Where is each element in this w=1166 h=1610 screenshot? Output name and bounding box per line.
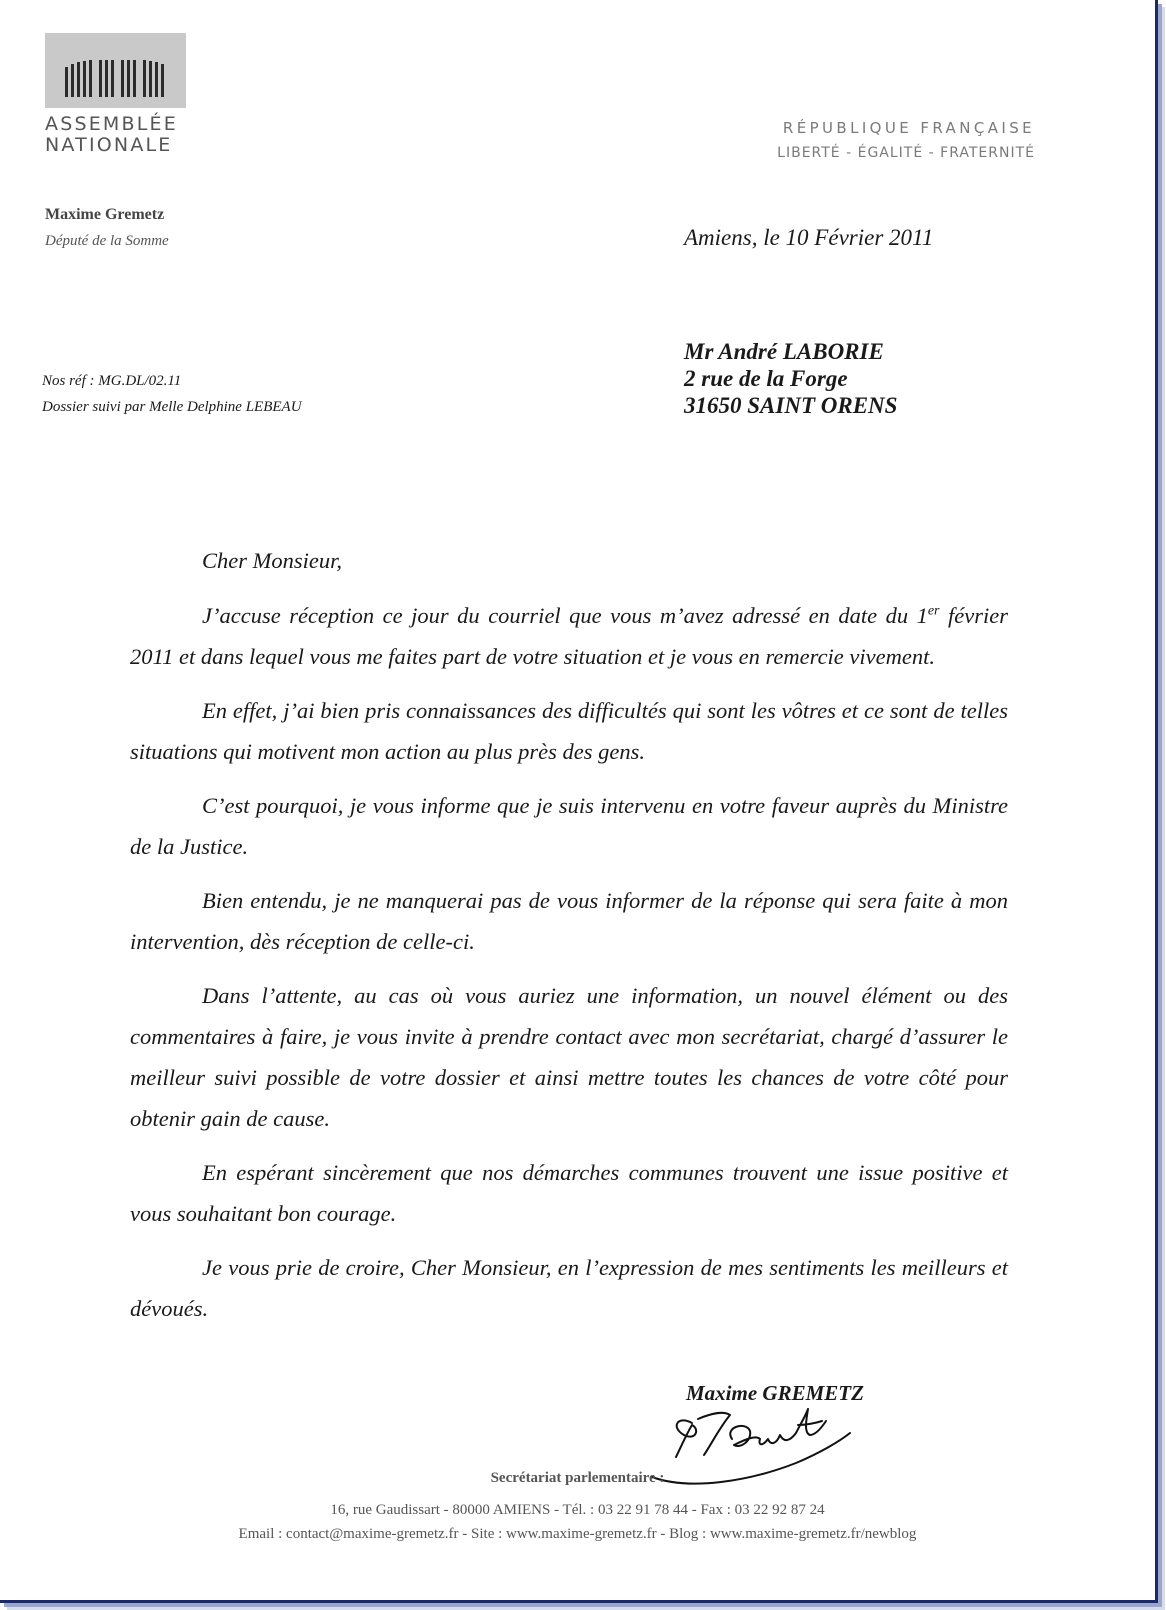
letter-body <box>130 540 1008 1342</box>
paragraph-2: En effet, j’ai bien pris connaissances des difficultés qui sont les vôtres et ce sont de telles situations qui motivent mon action au plus près des gens. <box>130 698 1008 764</box>
sender-title: Député de la Somme <box>45 233 169 249</box>
logo-text-assemblee: ASSEMBLÉE <box>45 113 178 135</box>
salutation: Cher Monsieur, <box>202 548 342 573</box>
paragraph-6: En espérant sincèrement que nos démarches communes trouvent une issue positive et vous souhaitant bon courage. <box>130 1160 1008 1226</box>
letter-date: Amiens, le 10 Février 2011 <box>684 225 934 250</box>
recipient-name: Mr André LABORIE <box>684 339 884 364</box>
paragraph-1-end: février 2011 et dans lequel vous me faites part de votre situation et je vous en remercie vivement. <box>130 603 1008 669</box>
footer-title: Secrétariat parlementaire : <box>490 1470 665 1486</box>
paragraph-1-start: J’accuse réception ce jour du courriel que vous m’avez adressé en date du 1 <box>202 603 928 628</box>
ordinal-superscript: er <box>927 603 940 619</box>
reference-number: Nos réf : MG.DL/02.11 <box>42 373 182 389</box>
sender-name: Maxime Gremetz <box>45 206 165 223</box>
recipient-street: 2 rue de la Forge <box>684 366 848 391</box>
columns-icon <box>45 33 186 108</box>
paragraph-7: Je vous prie de croire, Cher Monsieur, en l’expression de mes sentiments les meilleurs et dévoués. <box>130 1255 1008 1321</box>
paragraph-1 <box>130 595 1008 677</box>
footer-contact: Email : contact@maxime-gremetz.fr - Site : www.maxime-gremetz.fr - Blog : www.maxime-gremetz.fr/newblog <box>238 1526 917 1542</box>
dossier-followed-by: Dossier suivi par Melle Delphine LEBEAU <box>42 399 302 415</box>
paragraph-3: C’est pourquoi, je vous informe que je suis intervenu en votre faveur auprès du Ministre de la Justice. <box>130 793 1008 859</box>
paragraph-5: Dans l’attente, au cas où vous auriez une information, un nouvel élément ou des commentaires à faire, je vous invite à prendre contact avec mon secrétariat, chargé d’assurer le meilleur suivi possible de votre dossier et ainsi mettre toutes les chances de votre côté pour obtenir gain de cause. <box>130 983 1008 1131</box>
footer-address: 16, rue Gaudissart - 80000 AMIENS - Tél. : 03 22 91 78 44 - Fax : 03 22 92 87 24 <box>330 1502 825 1518</box>
republic-motto: LIBERTÉ - ÉGALITÉ - FRATERNITÉ <box>777 145 1035 161</box>
signature-name: Maxime GREMETZ <box>686 1381 864 1405</box>
republic-title: RÉPUBLIQUE FRANÇAISE <box>782 119 1035 137</box>
assemblee-logo <box>45 33 186 108</box>
paragraph-4: Bien entendu, je ne manquerai pas de vous informer de la réponse qui sera faite à mon intervention, dès réception de celle-ci. <box>130 888 1008 954</box>
recipient-city: 31650 SAINT ORENS <box>684 393 898 418</box>
logo-text-nationale: NATIONALE <box>45 134 173 156</box>
